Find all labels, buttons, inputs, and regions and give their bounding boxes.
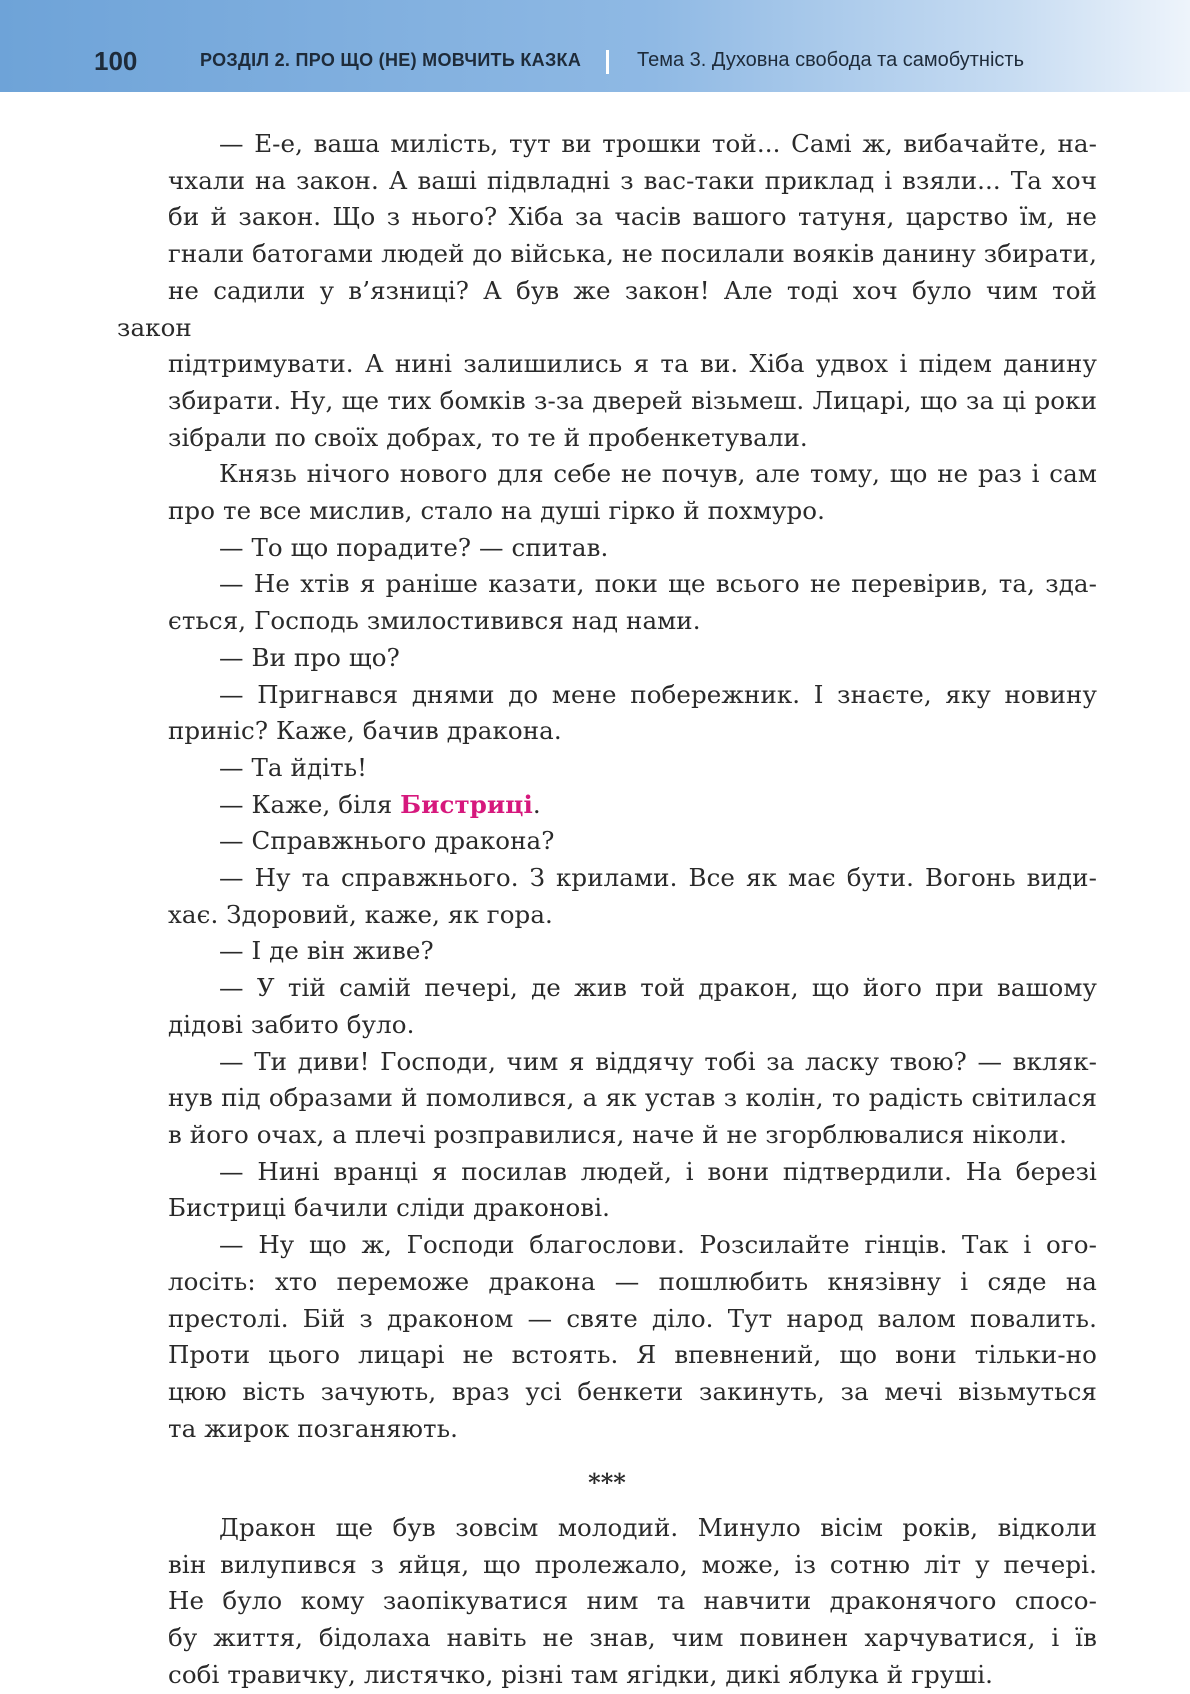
text-line: зібрали по своїх добрах, то те й пробенкетували. [168,422,808,452]
main-text [117,126,1097,1694]
text-line: Бистриці бачили сліди драконові. [168,1193,611,1223]
text-line [117,787,1097,824]
section-title: РОЗДІЛ 2. ПРО ЩО (НЕ) МОВЧИТЬ КАЗКА [200,50,582,70]
text-line: підтримувати. А нині залишились я та ви. Хіба удвох і підем данину [168,349,1097,379]
text-line: — Нині вранці я посилав людей, і вони підтвердили. На березі [219,1156,1097,1186]
paragraph [117,787,1097,824]
theme-title: Тема 3. Духовна свобода та самобутність [637,49,1024,71]
text-line: Дракон ще був зовсім молодий. Минуло вісім років, відколи [219,1513,1097,1543]
paragraph [117,1510,1097,1694]
section-break-stars: *** [588,1468,626,1498]
text-line: дідові забито було. [168,1009,415,1039]
text-line: збирати. Ну, ще тих бомків з-за дверей візьмеш. Лицарі, що за ці роки [168,385,1097,415]
page-number: 100 [94,46,138,76]
text-line: хає. Здоровий, каже, як гора. [168,899,553,929]
narrative-section [117,1510,1097,1694]
paragraph [117,750,1097,787]
text-line: не садили у в’язниці? А був же закон! Але тоді хоч було чим той закон [117,275,1097,342]
text-line: нув під образами й помолився, а як устав з колін, то радість світилася [168,1083,1097,1113]
text-line: — Ну що ж, Господи благослови. Розсилайте гінців. Так і ого- [219,1230,1097,1260]
text-line: — Справжнього дракона? [219,826,555,856]
paragraph [117,677,1097,750]
paragraph [117,970,1097,1043]
text-fragment: — Каже, біля [219,789,401,819]
page-header [0,0,1190,92]
text-line: Не було кому заопікуватися ним та навчити драконячого спосо- [168,1586,1097,1616]
text-line: чхали на закон. А ваші підвладні з вас-таки приклад і взяли... Та хоч [168,165,1097,195]
text-line: — Ви про що? [219,642,400,672]
paragraph [117,530,1097,567]
paragraph [117,456,1097,529]
text-line: цюю вість зачують, враз усі бенкети закинуть, за мечі візьмуться [168,1376,1097,1406]
text-line: — Пригнався днями до мене побережник. І знаєте, яку новину [219,679,1097,709]
paragraph [117,566,1097,639]
text-line: собі травичку, листячко, різні там ягідки, дикі яблука й груші. [168,1659,994,1689]
paragraph [117,860,1097,933]
text-line: — Не хтів я раніше казати, поки ще всього не перевірив, та, зда- [219,569,1097,599]
paragraph [117,933,1097,970]
text-line: в його очах, а плечі розправилися, наче й не згорблювалися ніколи. [168,1119,1067,1149]
text-line: — У тій самій печері, де жив той дракон, що його при вашому [219,973,1097,1003]
text-line: ється, Господь змилостивився над нами. [168,606,701,636]
text-fragment: . [532,789,541,819]
text-line: — Та йдіть! [219,752,368,782]
text-line: би й закон. Що з нього? Хіба за часів вашого татуня, царство їм, не [168,202,1097,232]
text-line: та жирок позганяють. [168,1413,459,1443]
highlighted-place-name: Бистриці [400,789,533,819]
paragraph [117,1227,1097,1447]
text-line: Проти цього лицарі не встоять. Я впевнений, що вони тільки-но [168,1340,1097,1370]
text-line: приніс? Каже, бачив дракона. [168,716,562,746]
text-line: — Ти диви! Господи, чим я віддячу тобі за ласку твою? — вкляк- [219,1046,1097,1076]
text-line: престолі. Бій з драконом — святе діло. Тут народ валом повалить. [168,1303,1097,1333]
text-line: про те все мислив, стало на душі гірко й похмуро. [168,496,825,526]
text-line: лосіть: хто переможе дракона — пошлюбить князівну і сяде на [168,1266,1097,1296]
text-line: — І де він живе? [219,936,434,966]
paragraph [117,1154,1097,1227]
text-line: бу життя, бідолаха навіть не знав, чим повинен харчуватися, і їв [168,1623,1097,1653]
paragraph [117,640,1097,677]
text-line: — Ну та справжнього. З крилами. Все як має бути. Вогонь види- [219,863,1097,893]
paragraph [117,823,1097,860]
paragraph [117,1044,1097,1154]
dialogue-section [117,126,1097,1447]
text-line: він вилупився з яйця, що пролежало, може, із сотню літ у печері. [168,1549,1097,1579]
text-line: — Е-е, ваша милість, тут ви трошки той... Самі ж, вибачайте, на- [219,129,1097,158]
header-separator [606,50,609,74]
text-line: — То що порадите? — спитав. [219,532,609,562]
text-line: Князь нічого нового для себе не почув, але тому, що не раз і сам [219,459,1097,489]
paragraph [117,126,1097,456]
text-line: гнали батогами людей до війська, не посилали вояків данину збирати, [168,239,1097,269]
